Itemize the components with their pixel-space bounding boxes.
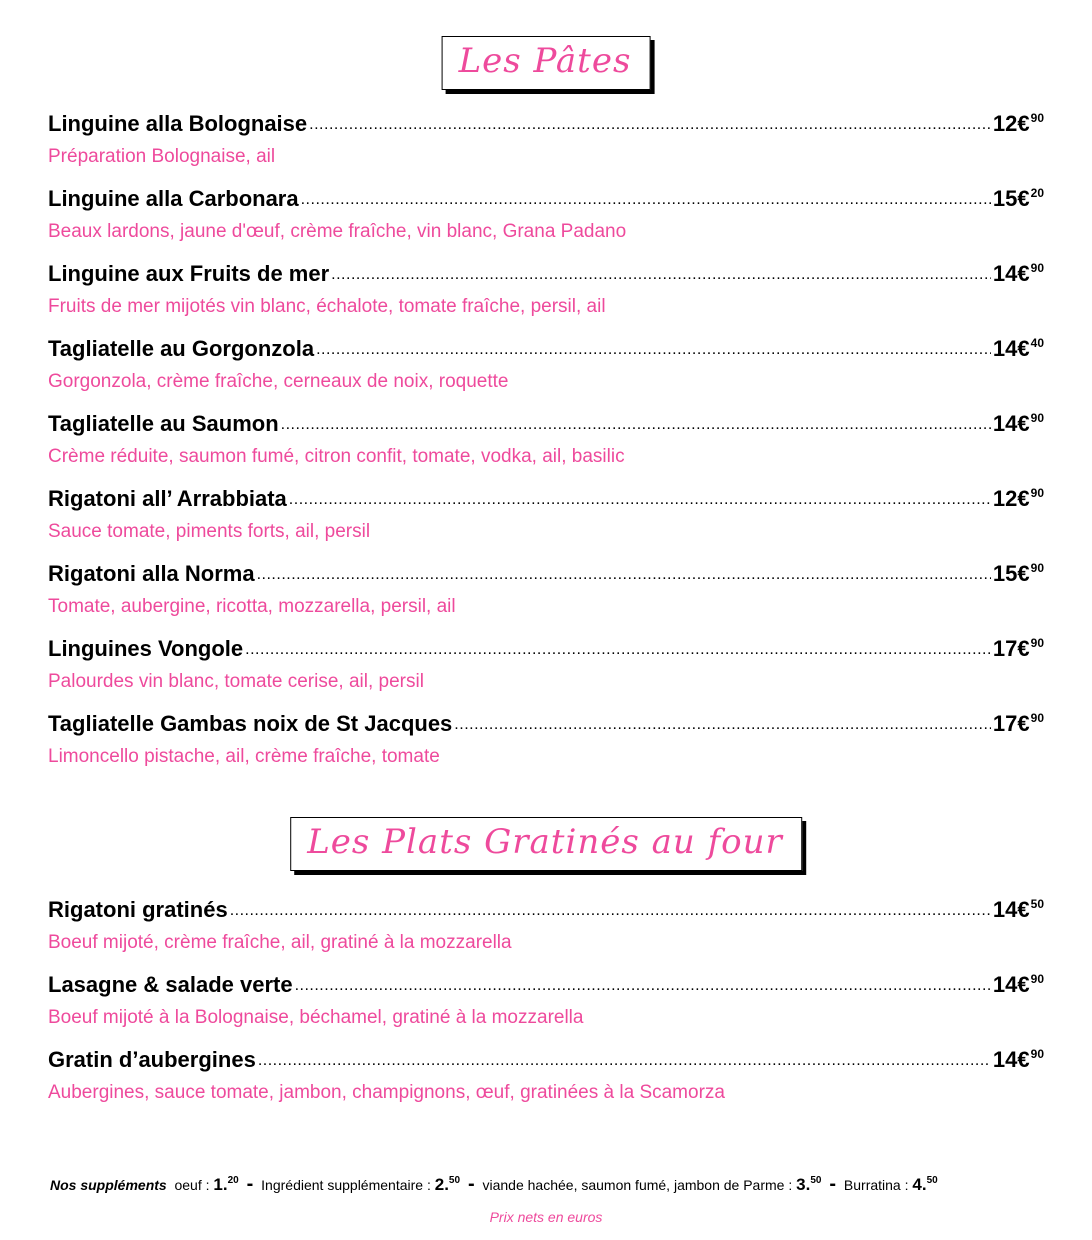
supplement-label: viande hachée, saumon fumé, jambon de Parme : [482,1177,793,1193]
price-main: 14€ [992,972,1030,997]
dish-description: Boeuf mijoté, crème fraîche, ail, gratiné à la mozzarella [48,932,512,953]
dish-name: Lasagne & salade verte [48,972,293,997]
menu-item-row [48,185,1044,213]
dot-leader [230,903,991,919]
price-cents: 90 [1030,486,1044,500]
dot-leader [301,192,991,208]
dish-price [993,1040,1044,1074]
dish-name: Linguine alla Carbonara [48,186,299,211]
price-cents: 90 [1030,111,1044,125]
price-cents: 90 [1030,636,1044,650]
section-title-gratines: Les Plats Gratinés au four [290,817,802,871]
menu-item [48,110,1044,185]
dot-leader [309,117,991,133]
menu-item-row [48,335,1044,363]
price-main: 15€ [992,561,1030,586]
dish-name: Linguine alla Bolognaise [48,111,308,136]
menu-item [48,1046,1044,1121]
supplement-entry [261,1177,460,1193]
menu-item [48,560,1044,635]
dish-description: Palourdes vin blanc, tomate cerise, ail, persil [48,671,424,692]
dish-price [993,329,1044,363]
price-main: 17€ [992,636,1030,661]
dot-leader [281,417,991,433]
dish-description: Gorgonzola, crème fraîche, cerneaux de noix, roquette [48,371,509,392]
price-main: 14€ [992,336,1030,361]
dish-name: Linguines Vongole [48,636,244,661]
dish-description: Beaux lardons, jaune d'œuf, crème fraîche, vin blanc, Grana Padano [48,221,627,242]
price-main: 17€ [992,711,1030,736]
dot-leader [289,492,991,508]
dish-name: Gratin d’aubergines [48,1047,256,1072]
price-cents: 90 [1030,561,1044,575]
menu-item-row [48,410,1044,438]
menu-item-row [48,896,1044,924]
supplement-price [796,1175,821,1194]
supplement-price-main: 4. [912,1175,927,1194]
dish-description: Boeuf mijoté à la Bolognaise, béchamel, gratiné à la mozzarella [48,1007,584,1028]
dot-leader [295,978,991,994]
price-cents: 20 [1030,186,1044,200]
dish-description: Préparation Bolognaise, ail [48,146,276,167]
price-main: 15€ [992,186,1030,211]
price-cents: 90 [1030,261,1044,275]
dish-price [993,704,1044,738]
dot-leader [316,342,991,358]
price-main: 14€ [992,1047,1030,1072]
supplement-entry [483,1177,822,1193]
price-cents: 90 [1030,711,1044,725]
dish-price [993,104,1044,138]
menu-item [48,185,1044,260]
price-cents: 90 [1030,1047,1044,1061]
supplement-price [213,1175,238,1194]
menu-item-row [48,560,1044,588]
supplements-lead: Nos suppléments [50,1177,167,1193]
dish-description: Tomate, aubergine, ricotta, mozzarella, persil, ail [48,596,456,617]
supplement-price [435,1175,460,1194]
menu-item-row [48,710,1044,738]
dot-leader [245,642,991,658]
supplement-price-cents: 50 [810,1175,822,1186]
menu-item-row [48,110,1044,138]
price-cents: 90 [1030,411,1044,425]
price-cents: 40 [1030,336,1044,350]
supplements-line [50,1173,1046,1196]
dot-leader [331,267,991,283]
dish-name: Tagliatelle au Gorgonzola [48,336,315,361]
supplement-price-main: 2. [434,1175,449,1194]
menu-item [48,896,1044,971]
dish-name: Rigatoni alla Norma [48,561,255,586]
dish-description: Sauce tomate, piments forts, ail, persil [48,521,371,542]
menu-item-row [48,485,1044,513]
dish-name: Tagliatelle au Saumon [48,411,279,436]
dish-description: Limoncello pistache, ail, crème fraîche, tomate [48,746,440,767]
dot-leader [257,567,991,583]
menu-item [48,485,1044,560]
dish-price [993,554,1044,588]
dish-name: Linguine aux Fruits de mer [48,261,330,286]
dish-price [993,179,1044,213]
menu-item [48,710,1044,785]
price-cents: 90 [1030,972,1044,986]
supplement-price-cents: 50 [448,1175,461,1186]
menu-item-row [48,260,1044,288]
supplement-price [912,1175,937,1194]
supplement-price-main: 3. [796,1175,811,1194]
supplement-entry [174,1177,238,1193]
menu-section-pates [48,110,1044,785]
dot-leader [454,717,991,733]
menu-item [48,971,1044,1046]
supplement-label: oeuf : [174,1177,210,1193]
menu-section-gratines [48,896,1044,1121]
dish-price [993,404,1044,438]
supplement-label: Ingrédient supplémentaire : [261,1177,431,1193]
menu-item [48,410,1044,485]
supplement-price-cents: 20 [227,1175,239,1186]
menu-item [48,635,1044,710]
supplement-price-cents: 50 [926,1175,938,1186]
menu-item-row [48,971,1044,999]
dish-price [993,629,1044,663]
supplement-price-main: 1. [213,1175,228,1194]
section-title-pates: Les Pâtes [442,36,651,90]
dish-description: Aubergines, sauce tomate, jambon, champignons, œuf, gratinées à la Scamorza [48,1082,725,1103]
dish-price [993,479,1044,513]
price-footnote: Prix nets en euros [489,1209,603,1225]
dish-price [993,890,1044,924]
dot-leader [258,1053,991,1069]
menu-item-row [48,1046,1044,1074]
menu-item-row [48,635,1044,663]
dish-name: Rigatoni all’ Arrabbiata [48,486,287,511]
dish-name: Tagliatelle Gambas noix de St Jacques [48,711,453,736]
dish-description: Crème réduite, saumon fumé, citron confit, tomate, vodka, ail, basilic [48,446,625,467]
price-cents: 50 [1030,897,1044,911]
supplement-entry [844,1177,938,1193]
supplement-separator: - [467,1173,475,1195]
price-main: 14€ [992,897,1030,922]
menu-item [48,260,1044,335]
dish-description: Fruits de mer mijotés vin blanc, échalote, tomate fraîche, persil, ail [48,296,606,317]
price-main: 12€ [992,486,1030,511]
menu-item [48,335,1044,410]
dish-price [993,254,1044,288]
supplement-label: Burratina : [843,1177,909,1193]
dish-price [993,965,1044,999]
supplement-separator: - [246,1173,254,1195]
price-main: 12€ [992,111,1030,136]
dish-name: Rigatoni gratinés [48,897,228,922]
supplement-separator: - [829,1173,837,1195]
price-main: 14€ [992,411,1030,436]
price-main: 14€ [992,261,1030,286]
